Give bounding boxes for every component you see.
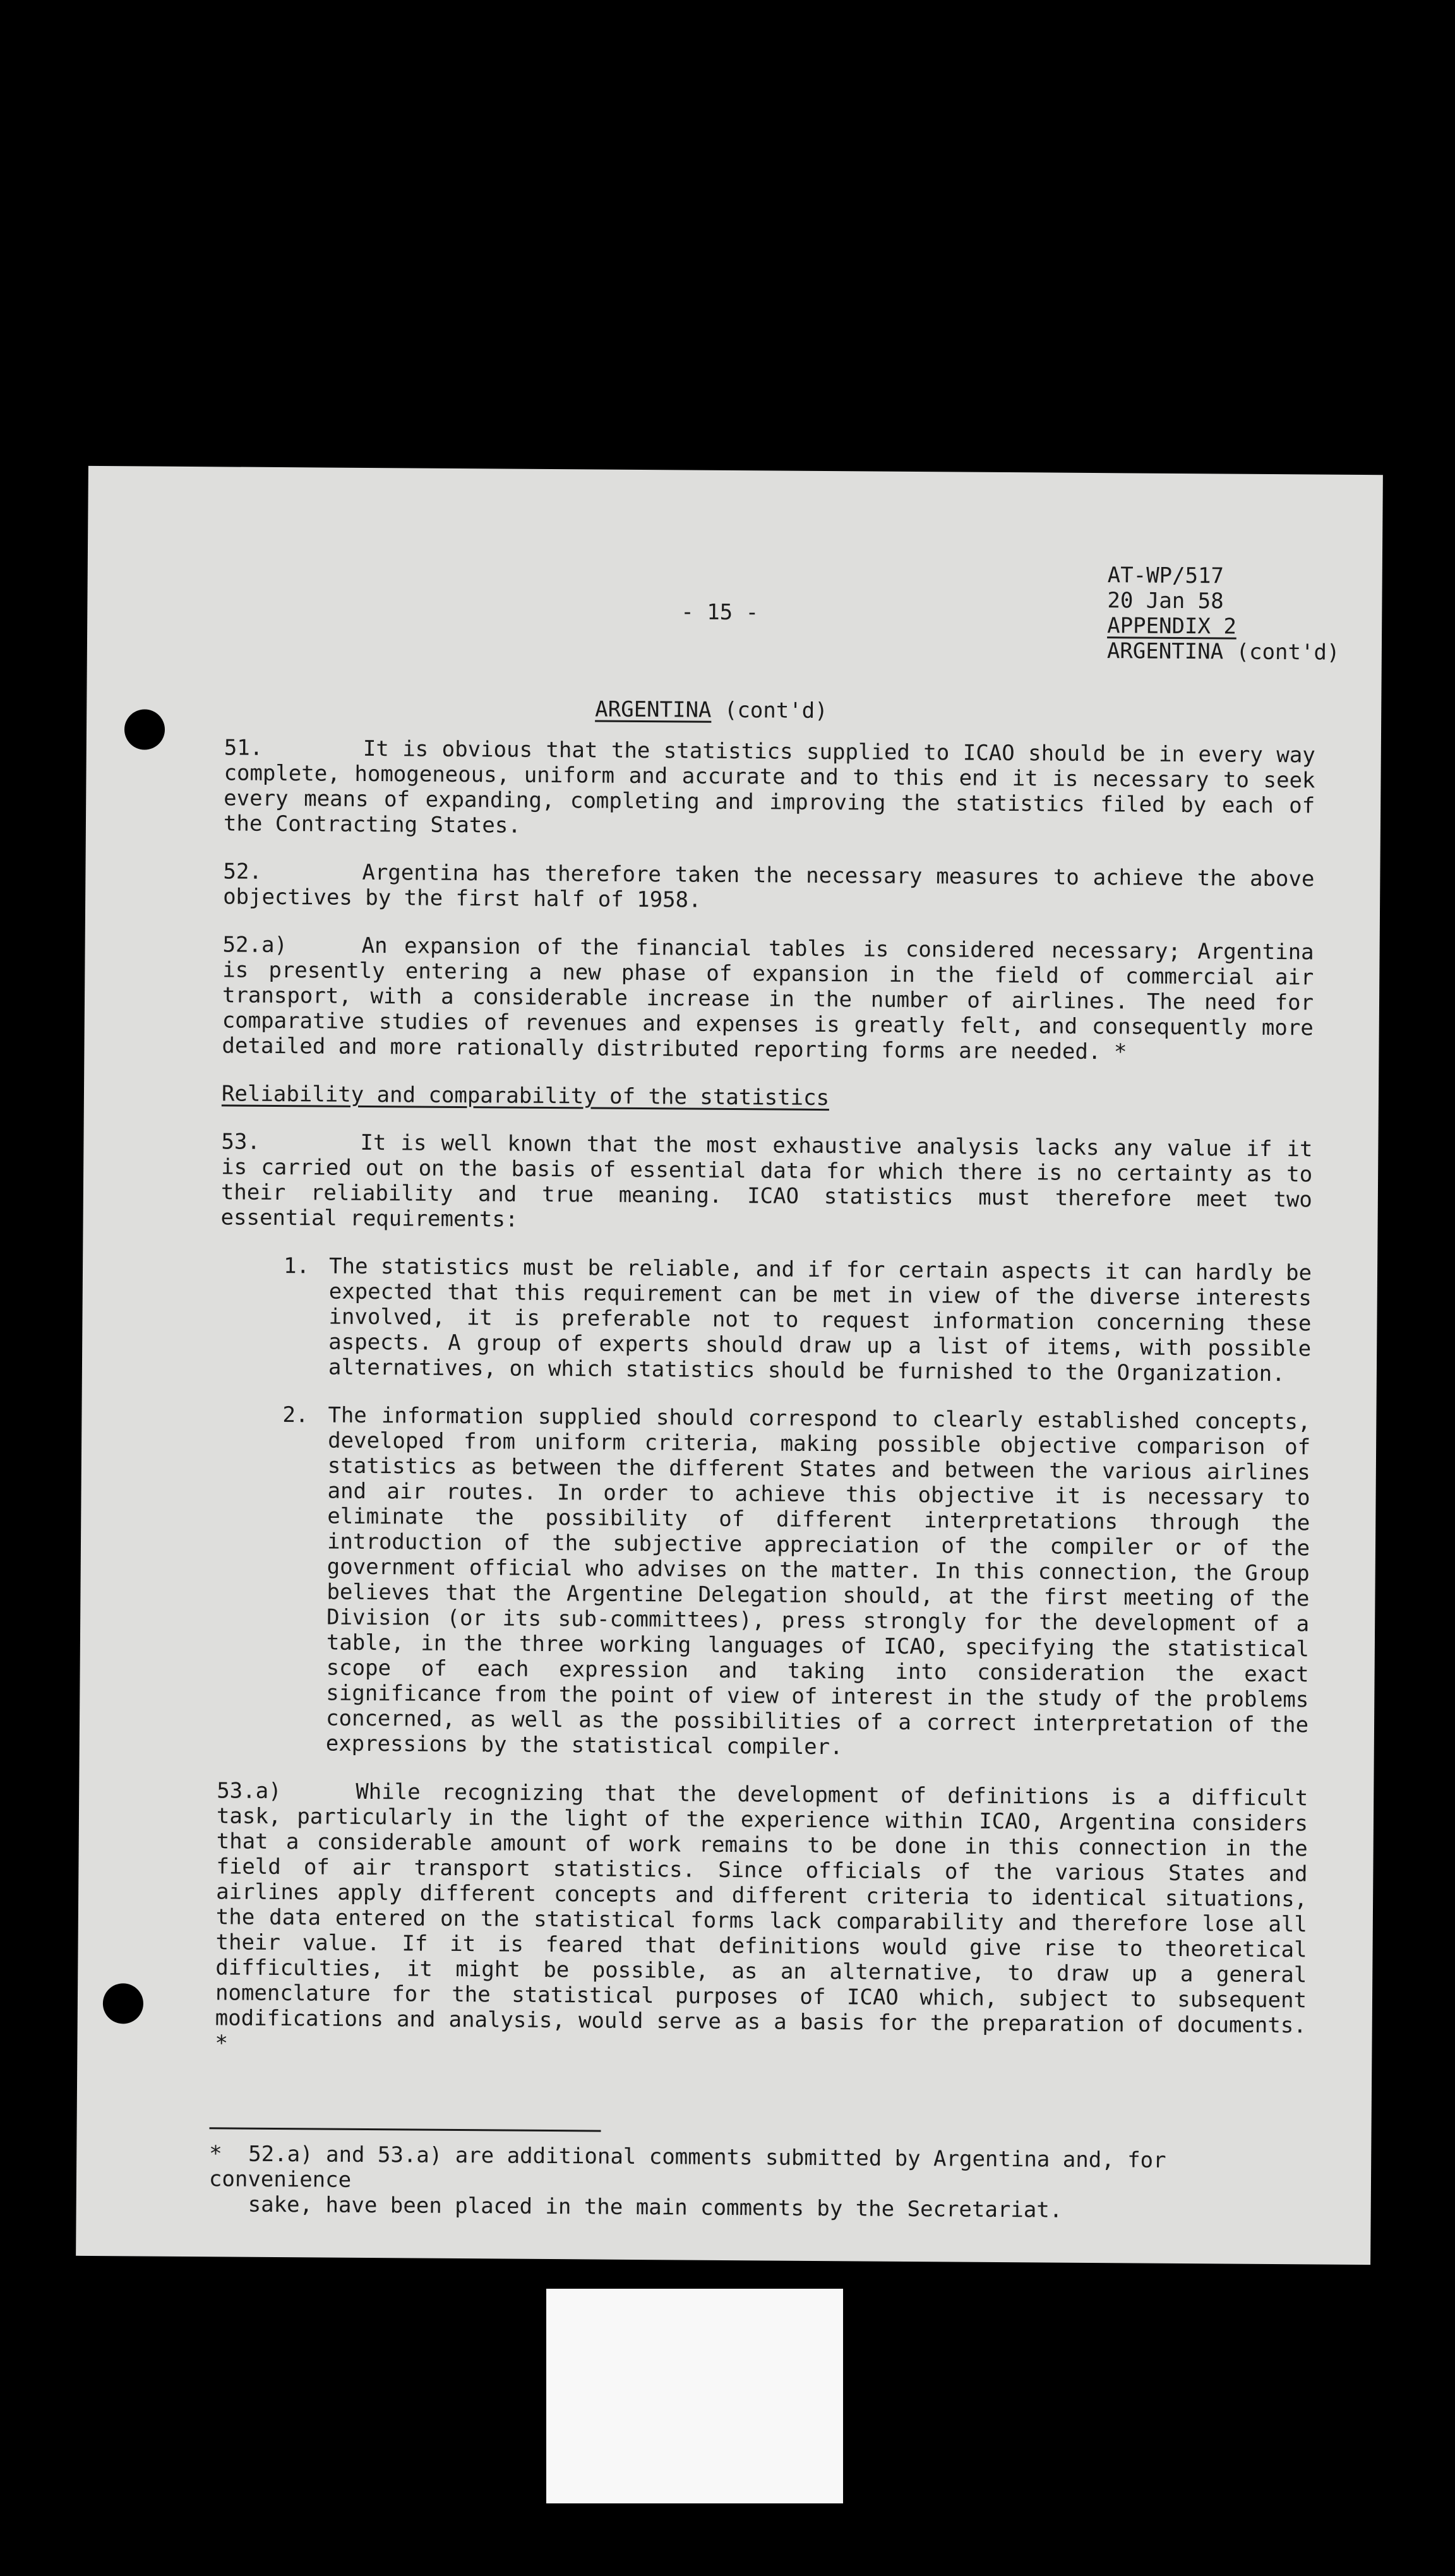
paragraph-text: It is obvious that the statistics supplied to ICAO should be in every way complete, homogeneous, uniform and accurate and to this end it is necessary to seek every means of expanding, completing and improving the statistics filed by each of the Contracting States. (223, 736, 1315, 838)
paragraph-text: An expansion of the financial tables is considered necessary; Argentina is presently entering a new phase of expansion in the field of commercial air transport, with a considerable increase in the number of airlines. The need for comparative studies of revenues and expenses is greatly felt, and consequently more detailed and more rationally distributed reporting forms are needed. * (222, 933, 1314, 1065)
footnote (209, 2141, 1321, 2224)
paragraph-number: 53.a) (217, 1778, 282, 1804)
blank-card (546, 2289, 843, 2503)
paragraph-number: 52.a) (222, 932, 288, 958)
paragraph-number: 52. (223, 859, 263, 885)
paragraph-text: It is well known that the most exhaustive analysis lacks any value if it is carried out on the basis of essential data for which there is no certainty as to their reliability and true meaning. ICAO statistics must therefore meet two essential requirements: (220, 1130, 1313, 1232)
appendix-label: APPENDIX 2 (1107, 613, 1237, 640)
punch-hole-bottom (103, 1983, 143, 2024)
punch-hole-top (124, 709, 165, 749)
section-heading: Reliability and comparability of the statistics (221, 1081, 830, 1111)
document-date: 20 Jan 58 (1107, 588, 1224, 614)
paragraph-text: Argentina has therefore taken the necessary measures to achieve the above objectives by the first half of 1958. (223, 859, 1315, 913)
document-page (76, 466, 1383, 2265)
list-item-text: The statistics must be reliable, and if for certain aspects it can hardly be expected that this requirement can be met in view of the diverse interests involved, it is preferable not to request information concerning these aspects. A group of experts should draw up a list of items, with possible alternatives, on which statistics should be furnished to the Organization. (328, 1253, 1312, 1387)
page-title-suffix: (cont'd) (711, 697, 828, 724)
country-label: ARGENTINA (cont'd) (1106, 638, 1340, 665)
paragraph-number: 51. (224, 735, 263, 761)
document-reference: AT-WP/517 (1107, 563, 1224, 589)
page-title (595, 696, 828, 724)
list-marker: 2. (282, 1402, 309, 1428)
footnote-line-1: 52.a) and 53.a) are additional comments submitted by Argentina and, for convenience (208, 2141, 1166, 2193)
paragraph-text: While recognizing that the development of definitions is a difficult task, particularly in the light of the experience within ICAO, Argentina considers that a considerable amount of work remains to be done in this connection in the field of air transport statistics. Since officials of the various States and airlines apply different concepts and different criteria to identical situations, the data entered on the statistical forms lack comparability and therefore lose all their value. If it is feared that definitions would give rise to theoretical difficulties, it might be possible, as an alternative, to draw up a general nomenclature for the statistical purposes of ICAO which, subject to subsequent modifications and analysis, would serve as a basis for the preparation of documents. * (215, 1779, 1308, 2056)
list-item-text: The information supplied should correspond to clearly established concepts, developed from uniform criteria, making possible objective comparison of statistics as between the different States and between the various airlines and air routes. In order to achieve this objective it is necessary to eliminate the possibility of different interpretations through the introduction of the subjective appreciation of the compiler or of the government official who advises on the matter. In this connection, the Group believes that the Argentine Delegation should, at the first meeting of the Division (or its sub-committees), press strongly for the development of a table, in the three working languages of ICAO, specifying the statistical scope of each expression and taking into consideration the exact significance from the point of view of interest in the study of the problems concerned, as well as the possibilities of a correct interpretation of the expressions by the statistical compiler. (325, 1402, 1311, 1760)
paragraph-53a (215, 1778, 1308, 2063)
footnote-divider (210, 2127, 601, 2132)
document-body (215, 735, 1315, 2086)
list-item-1 (283, 1253, 1312, 1386)
paragraph-52 (223, 859, 1315, 917)
list-item-2 (280, 1402, 1311, 1763)
paragraph-52a (222, 932, 1314, 1066)
footnote-marker: * (209, 2141, 222, 2167)
paragraph-number: 53. (221, 1129, 261, 1155)
list-marker: 1. (283, 1253, 310, 1279)
footnote-line-2: sake, have been placed in the main comments by the Secretariat. (248, 2191, 1063, 2223)
page-number: - 15 - (681, 599, 759, 626)
paragraph-51 (224, 735, 1315, 844)
paragraph-53 (220, 1129, 1312, 1237)
document-header (1107, 563, 1341, 665)
page-title-main: ARGENTINA (595, 696, 712, 723)
